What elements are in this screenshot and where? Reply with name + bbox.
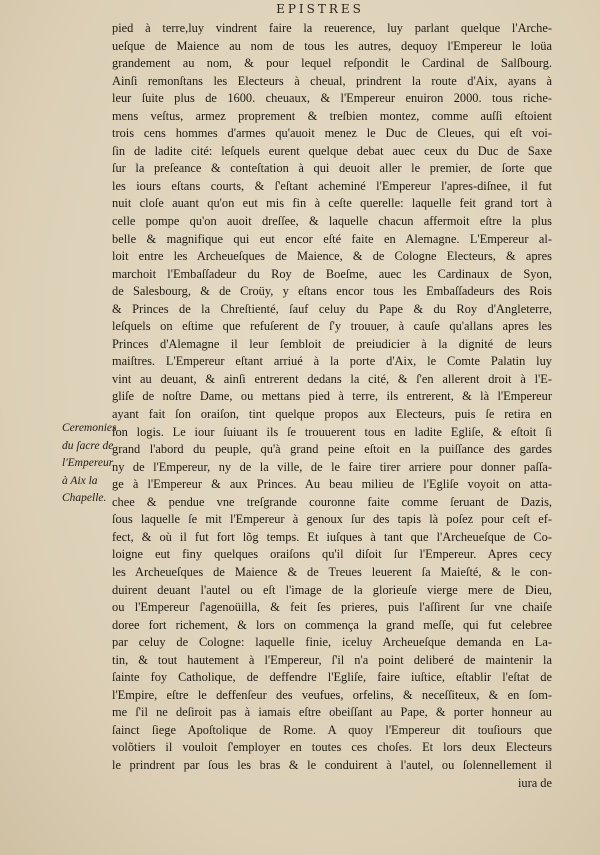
text-line: ſur la preſeance & conteſtation à qui deuoit aller le premier, de ſorte que (112, 161, 552, 176)
text-line: tin, & tout hautement à l'Empereur, ſ'il n'a point deliberé de maintenir la (112, 652, 552, 667)
margin-note-line: l'Empereur (62, 457, 114, 469)
text-line: duirent deuant l'autel ou eſt l'image de la glorieuſe vierge mere de Dieu, (112, 582, 552, 597)
text-line: trois cens hommes d'armes qu'auoit menez le Duc de Cleues, qui eſt voi- (112, 126, 552, 141)
text-line: par celuy de Cologne: laquelle finie, iceluy Archeueſque demanda en La- (112, 635, 552, 650)
text-line: ny de l'Empereur, ny de la ville, de le faire tirer arriere pour donner paſſa- (112, 459, 552, 474)
text-line: ge à l'Empereur & aux Princes. Au beau milieu de l'Egliſe voyoit on atta- (112, 477, 552, 492)
margin-note (62, 420, 117, 508)
text-line: l'Empire, eſtre le deffenſeur des veufues, orfelins, & neceſſiteux, & en ſom- (112, 687, 552, 702)
text-line: les Archeueſques de Maience & de Treues leuerent ſa Maieſté, & le con- (112, 564, 552, 579)
text-line: volõtiers il vouloit ſ'employer en toutes ces choſes. Et lors deux Electeurs (112, 740, 552, 755)
text-line: mens veſtus, armez proprement & treſbien montez, comme auſſi eſtoient (112, 108, 552, 123)
text-line: fect, & où il fut fort lõg temps. Et iuſques à tant que l'Archeueſque de Co- (112, 529, 552, 544)
text-line: leur ſuite plus de 1600. cheuaux, & l'Empereur enuiron 2000. tous riche- (112, 91, 552, 106)
text-line: les iours eſtans courts, & ſ'eſtant acheminé l'Empereur l'apres-diſnee, il fut (112, 178, 552, 193)
margin-note-line: à Aix la (62, 474, 98, 487)
margin-note-line: Chapelle. (62, 492, 107, 504)
text-line: ou l'Empereur ſ'agenoüilla, & feit ſes prieres, puis l'aſſirent ſur vne chaiſe (112, 600, 552, 615)
text-line: grandement au nom, & pour lequel reſpondit le Cardinal de Salſbourg. (112, 56, 552, 71)
body-text (112, 20, 552, 792)
text-line: gliſe de noſtre Dame, ou mettans pied à terre, ils entrerent, & là l'Empereur (112, 389, 552, 404)
text-line: marchoit l'Embaſſadeur du Roy de Boeſme, auec les Cardinaux de Syon, (112, 266, 552, 281)
text-line: iura de (517, 775, 552, 790)
text-line: celle pompe qu'on auoit dreſſee, & laquelle chacun affermoit eſtre la plus (112, 214, 552, 229)
text-line: le prindrent par ſous les bras & le conduirent à l'autel, ou ſolennellement il (112, 757, 552, 772)
text-line: leſquels on eſtime que refuſerent de ſ'y trouuer, à cauſe qu'allans apres les (112, 319, 552, 334)
text-line: pied à terre,luy vindrent faire la reuerence, luy parlant quelque l'Arche- (112, 21, 552, 35)
text-line: de Salesbourg, & de Croüy, y eſtans encor tous les Embaſſadeurs des Rois (112, 284, 552, 299)
text-line: grand l'abord du peuple, qu'à grand peine eſtoit en la puiſſance des gardes (112, 442, 552, 457)
text-line: belle & magnifique qui eut encor eſté faite en Alemagne. L'Empereur al- (112, 231, 552, 246)
text-line: ſous laquelle ſe mit l'Empereur à genoux ſur des tapis là poſez pour ceſt ef- (112, 512, 552, 527)
margin-note-line: Ceremonies (62, 422, 117, 434)
text-line: Ainſi remonſtans les Electeurs à cheual, prindrent la route d'Aix, ayans à (112, 73, 552, 88)
text-line: Princes d'Alemagne il leur ſembloit de preiudicier à la dignité de leurs (112, 336, 552, 351)
text-line: vint au deuant, & ainſi entrerent dedans la cité, & ſ'en allerent droit à l'E- (112, 371, 552, 386)
text-line: ſin de ladite cité: leſquels eurent quelque debat auec ceux du Duc de Saxe (112, 143, 552, 158)
text-line: ayant fait ſon oraiſon, tint quelque propos aux Electeurs, puis ſe retira en (112, 407, 552, 422)
margin-note-line: du ſacre de (62, 439, 114, 452)
text-line: ſainte foy Catholique, de deffendre l'Egliſe, faire iuſtice, eſtablir l'eſtat de (112, 670, 552, 685)
running-head: EPISTRES (276, 2, 364, 16)
text-line: doree fort richement, & lors on commença la grand meſſe, qui fut celebree (112, 617, 552, 632)
text-line: maiſtres. L'Empereur eſtant arriué à la porte d'Aix, le Comte Palatin luy (112, 354, 552, 369)
text-line: loigne eut finy quelques oraiſons qu'il diſoit ſur l'Empereur. Apres cecy (112, 547, 552, 562)
text-line: chee & pendue vne treſgrande couronne faite comme ſeruant de Dazis, (112, 494, 552, 509)
text-line: ſon logis. Le iour ſuiuant ils ſe trouuerent tous en ladite Egliſe, & eſtoit ſi (112, 424, 552, 439)
text-line: nuit cloſe auant qu'on eut mis fin à ceſte querelle: laquelle feit grand tort à (112, 196, 552, 211)
text-line: me ſ'il ne deſiroit pas à iamais eſtre obeiſſant au Pape, & porter honneur au (112, 705, 552, 720)
text-line: loit entre les Archeueſques de Maience, & de Cologne Electeurs, & apres (112, 249, 552, 264)
text-line: & Princes de la Chreſtienté, ſauf celuy du Pape & du Roy d'Angleterre, (112, 301, 552, 316)
text-line: ſainct ſiege Apoſtolique de Rome. A quoy l'Empereur dit touſiours que (112, 722, 552, 737)
text-line: ueſque de Maience au nom de tous les autres, dequoy l'Empereur le loüa (112, 38, 552, 53)
